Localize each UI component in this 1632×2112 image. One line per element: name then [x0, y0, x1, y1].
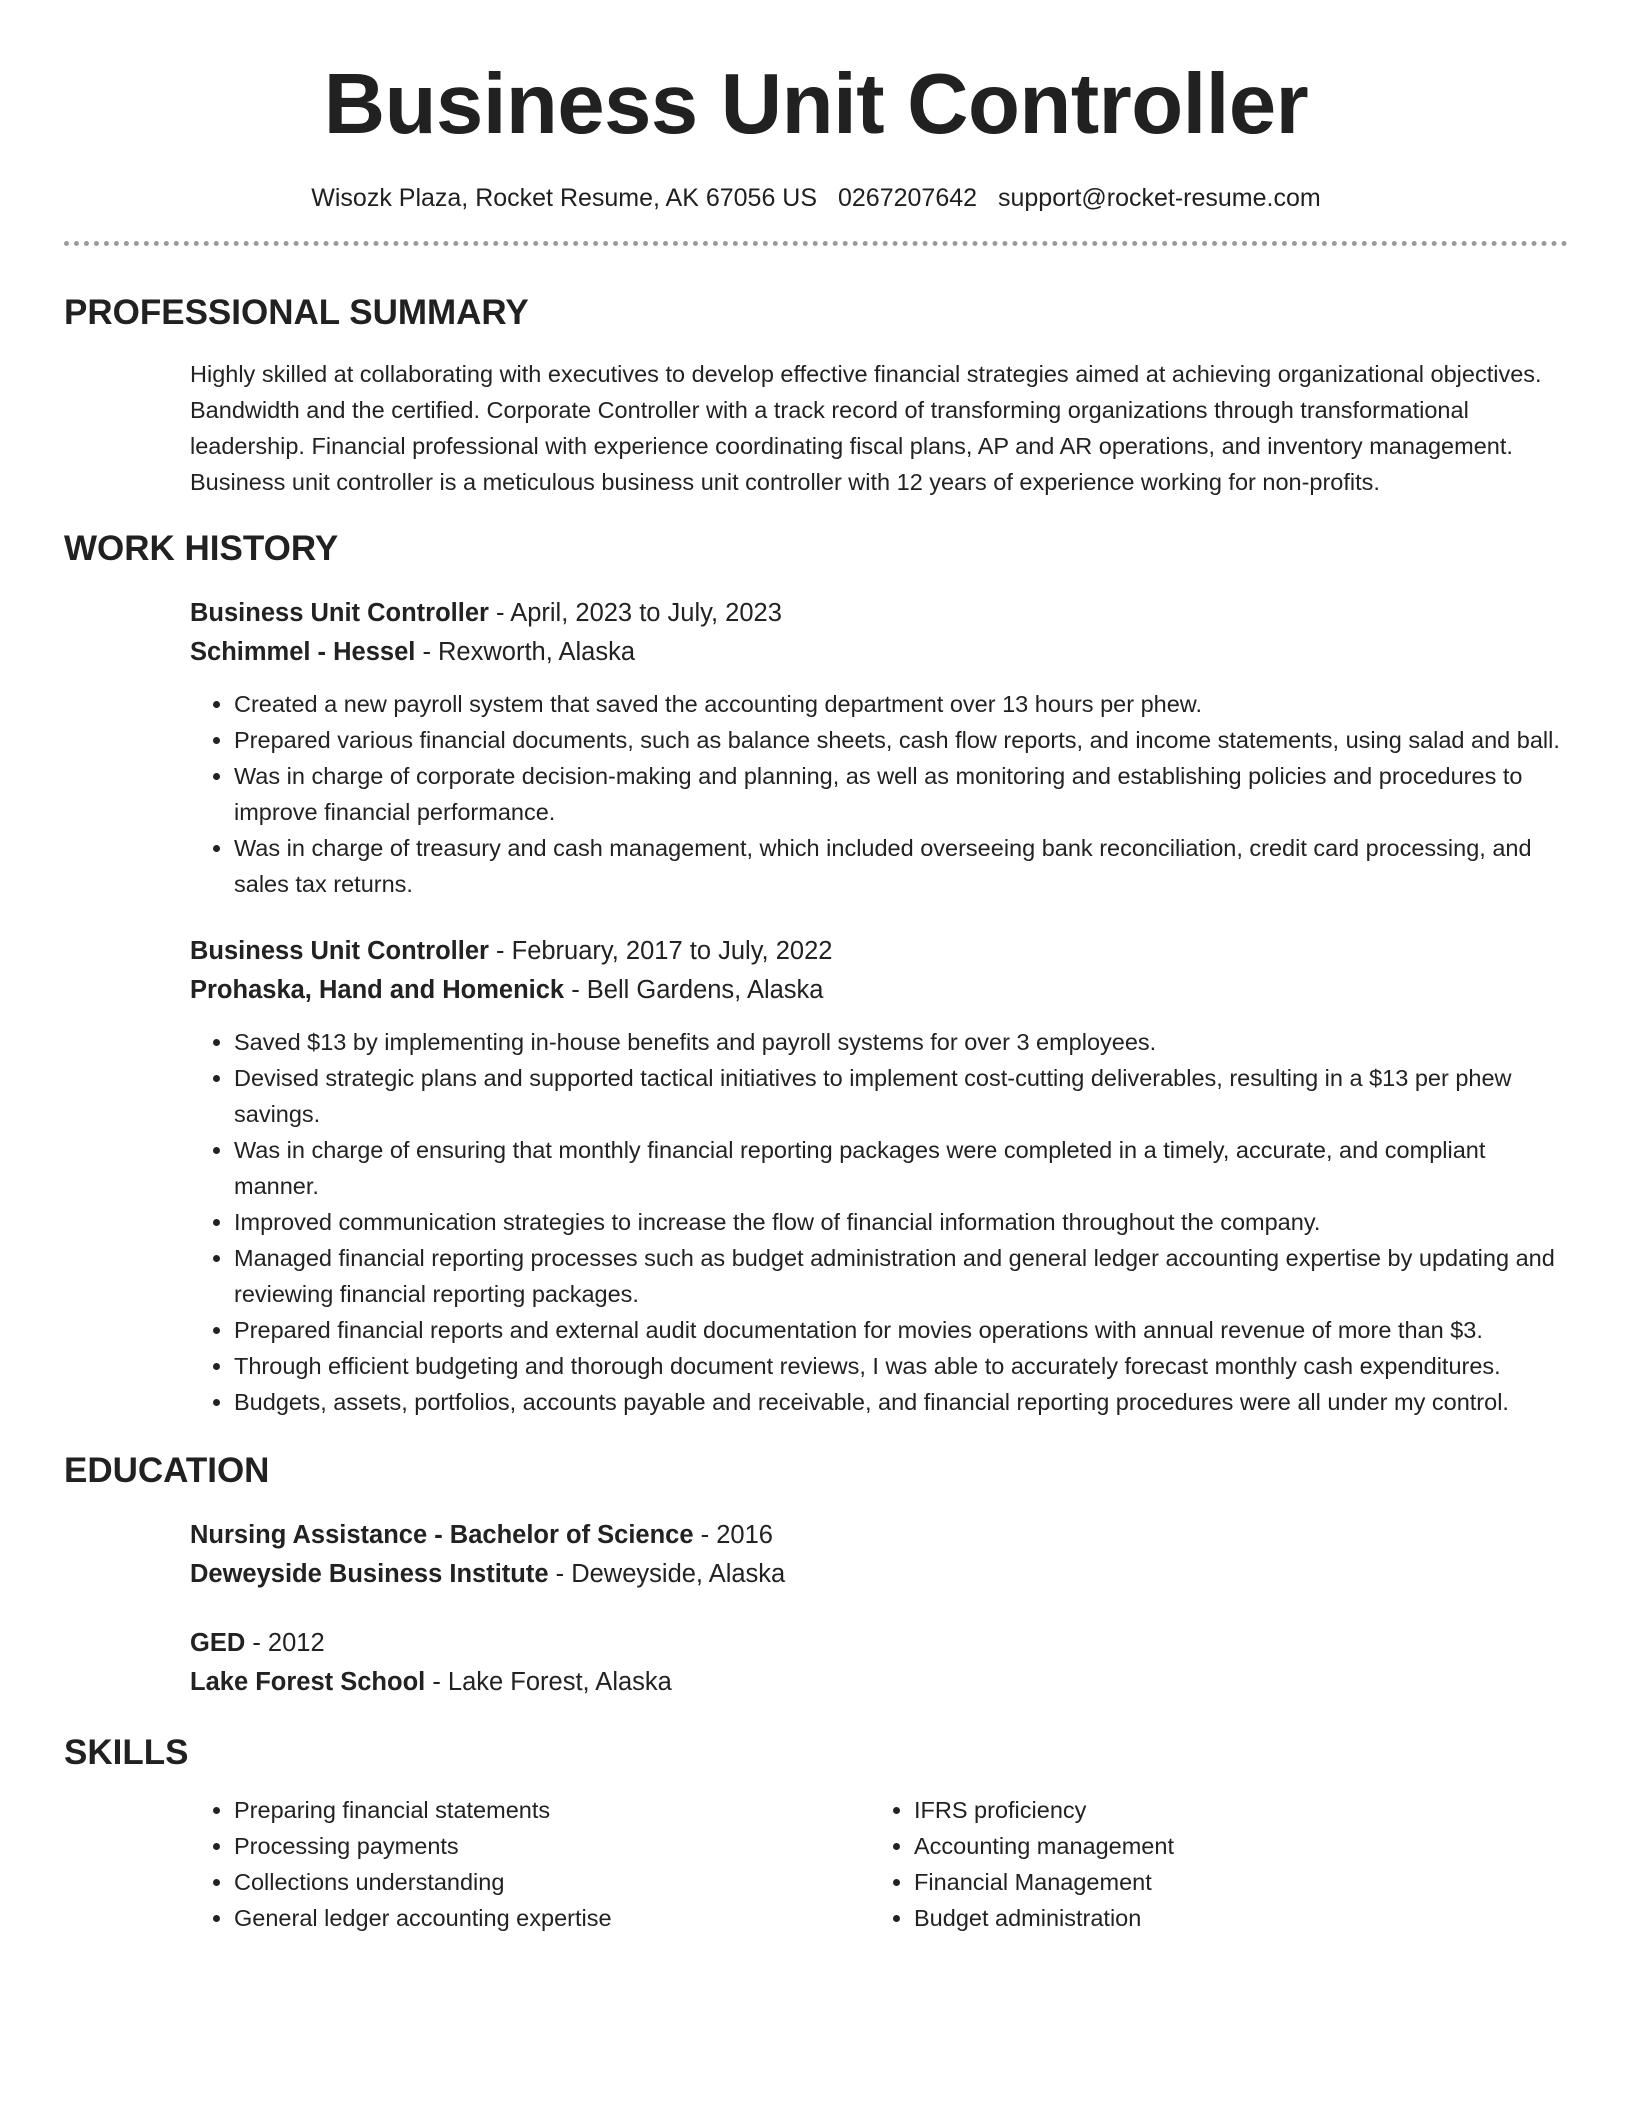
header-divider — [64, 241, 1568, 246]
list-item: • Managed financial reporting processes such as budget administration and general ledger accounting expertise by updating and reviewing financial reporting packages. — [234, 1240, 1568, 1312]
list-item: • Budget administration — [914, 1900, 1550, 1936]
summary-text: Highly skilled at collaborating with executives to develop effective financial strategies aimed at achieving organizational objectives. Bandwidth and the certified. Corporate Controller with a track record of transforming organizations through transformational leadership. Financial professional with experience coordinating fiscal plans, AP and AR operations, and inventory management. Business unit controller is a meticulous business unit controller with 12 years of experience working for non-profits. — [190, 361, 1542, 495]
education-entry — [190, 1624, 1568, 1702]
job-company: Prohaska, Hand and Homenick — [190, 976, 565, 1004]
job-entry — [190, 932, 1568, 1420]
list-item: • Created a new payroll system that saved the accounting department over 13 hours per phew. — [234, 686, 1568, 722]
job-location: - Bell Gardens, Alaska — [564, 976, 824, 1004]
list-item: • General ledger accounting expertise — [234, 1900, 870, 1936]
education-section — [64, 1516, 1568, 1702]
job-role: Business Unit Controller — [190, 599, 489, 627]
job-bullets — [190, 686, 1568, 902]
list-item: • Budgets, assets, portfolios, accounts payable and receivable, and financial reporting procedures were all under my control. — [234, 1384, 1568, 1420]
education-degree: Nursing Assistance - Bachelor of Science — [190, 1521, 694, 1549]
job-entry — [190, 594, 1568, 902]
list-item: • Was in charge of ensuring that monthly financial reporting packages were completed in a timely, accurate, and compliant manner. — [234, 1132, 1568, 1204]
contact-line — [64, 183, 1568, 213]
summary-section — [64, 356, 1568, 500]
education-location: - Deweyside, Alaska — [548, 1560, 786, 1588]
list-item: • IFRS proficiency — [914, 1792, 1550, 1828]
job-role-line — [190, 594, 1568, 633]
resume-name: Business Unit Controller — [323, 57, 1309, 152]
education-location: - Lake Forest, Alaska — [425, 1668, 672, 1696]
education-entry — [190, 1516, 1568, 1594]
skills-grid — [190, 1792, 1568, 1936]
education-year: - 2012 — [245, 1629, 325, 1657]
list-item: • Collections understanding — [234, 1864, 870, 1900]
list-item: • Improved communication strategies to increase the flow of financial information throughout the company. — [234, 1204, 1568, 1240]
list-item: • Processing payments — [234, 1828, 870, 1864]
list-item: • Saved $13 by implementing in-house benefits and payroll systems for over 3 employees. — [234, 1024, 1568, 1060]
job-role-line — [190, 932, 1568, 971]
job-role: Business Unit Controller — [190, 937, 489, 965]
list-item: • Was in charge of corporate decision-making and planning, as well as monitoring and establishing policies and procedures to improve financial performance. — [234, 758, 1568, 830]
education-school-line — [190, 1555, 1568, 1594]
education-school: Lake Forest School — [190, 1668, 426, 1696]
education-degree: GED — [190, 1629, 246, 1657]
job-company: Schimmel - Hessel — [190, 638, 416, 666]
list-item: • Prepared various financial documents, such as balance sheets, cash flow reports, and income statements, using salad and ball. — [234, 722, 1568, 758]
section-title-work-history: WORK HISTORY — [64, 529, 339, 568]
education-school-line — [190, 1663, 1568, 1702]
job-dates: - February, 2017 to July, 2022 — [488, 937, 833, 965]
contact-phone: 0267207642 — [838, 184, 978, 212]
list-item: • Prepared financial reports and external audit documentation for movies operations with annual revenue of more than $3. — [234, 1312, 1568, 1348]
list-item: • Through efficient budgeting and thorough document reviews, I was able to accurately forecast monthly cash expenditures. — [234, 1348, 1568, 1384]
job-location: - Rexworth, Alaska — [415, 638, 636, 666]
job-company-line — [190, 971, 1568, 1010]
education-school: Deweyside Business Institute — [190, 1560, 549, 1588]
contact-address: Wisozk Plaza, Rocket Resume, AK 67056 US — [311, 184, 818, 212]
job-dates: - April, 2023 to July, 2023 — [488, 599, 782, 627]
list-item: • Financial Management — [914, 1864, 1550, 1900]
list-item: • Preparing financial statements — [234, 1792, 870, 1828]
section-title-summary: PROFESSIONAL SUMMARY — [64, 293, 529, 332]
job-bullets — [190, 1024, 1568, 1420]
skills-section — [64, 1792, 1568, 1936]
list-item: • Accounting management — [914, 1828, 1550, 1864]
list-item: • Devised strategic plans and supported tactical initiatives to implement cost-cutting deliverables, resulting in a $13 per phew savings. — [234, 1060, 1568, 1132]
work-history-section — [64, 594, 1568, 1420]
education-year: - 2016 — [693, 1521, 773, 1549]
job-company-line — [190, 633, 1568, 672]
contact-email: support@rocket-resume.com — [998, 184, 1321, 212]
list-item: • Was in charge of treasury and cash management, which included overseeing bank reconciliation, credit card processing, and sales tax returns. — [234, 830, 1568, 902]
section-title-skills: SKILLS — [64, 1733, 189, 1772]
skills-column-right — [870, 1792, 1550, 1936]
section-title-education: EDUCATION — [64, 1451, 270, 1490]
education-degree-line — [190, 1516, 1568, 1555]
skills-column-left — [190, 1792, 870, 1936]
education-degree-line — [190, 1624, 1568, 1663]
